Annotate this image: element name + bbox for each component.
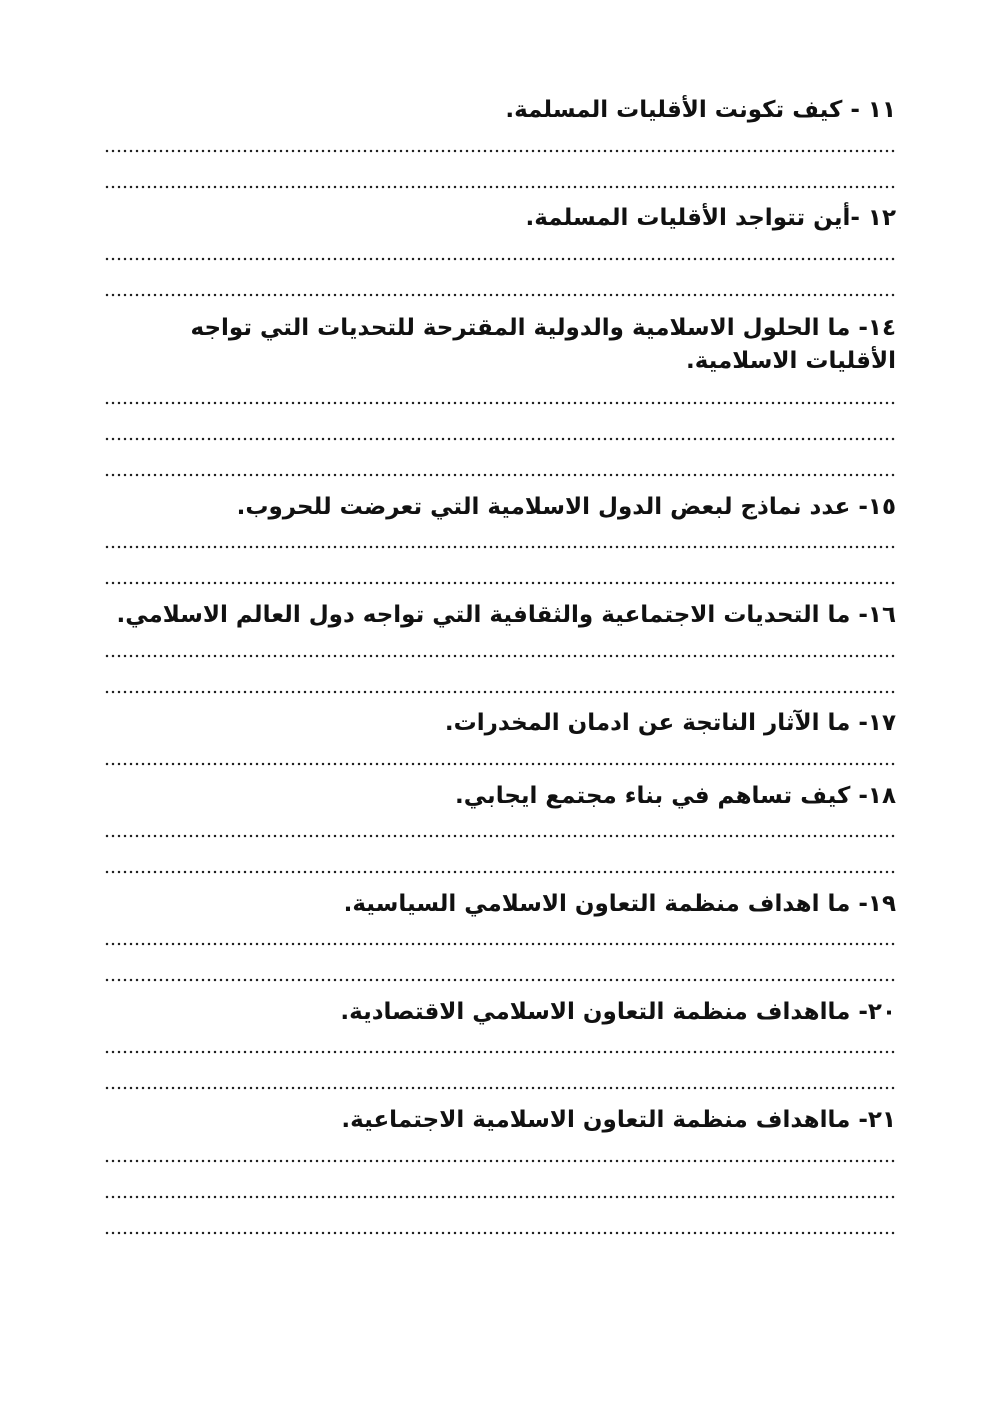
question-11: ١١ - كيف تكونت الأقليات المسلمة. [505,97,896,123]
answer-line[interactable] [104,687,896,697]
question-14: ١٤- ما الحلول الاسلامية والدولية المقترحة للتحديات التي تواجه الأقليات الاسلامية. [190,315,896,374]
answer-line[interactable] [104,759,896,769]
answer-line[interactable] [104,470,896,480]
question-12: ١٢ -أين تتواجد الأقليات المسلمة. [525,205,896,231]
question-16: ١٦- ما التحديات الاجتماعية والثقافية التي تواجه دول العالم الاسلامي. [116,602,896,628]
answer-line[interactable] [104,1156,896,1166]
question-17: ١٧- ما الآثار الناتجة عن ادمان المخدرات. [444,710,896,736]
answer-line[interactable] [104,398,896,408]
answer-line[interactable] [104,1083,896,1093]
question-20: ٢٠- مااهداف منظمة التعاون الاسلامي الاقتصادية. [340,999,896,1025]
answer-line[interactable] [104,578,896,588]
answer-line[interactable] [104,146,896,156]
question-21: ٢١- مااهداف منظمة التعاون الاسلامية الاجتماعية. [341,1107,896,1133]
answer-line[interactable] [104,867,896,877]
answer-line[interactable] [104,975,896,985]
answer-line[interactable] [104,831,896,841]
answer-line[interactable] [104,939,896,949]
answer-line[interactable] [104,434,896,444]
answer-line[interactable] [104,254,896,264]
answer-line[interactable] [104,1192,896,1202]
answer-line[interactable] [104,182,896,192]
answer-line[interactable] [104,542,896,552]
answer-line[interactable] [104,1228,896,1238]
answer-line[interactable] [104,651,896,661]
question-15: ١٥- عدد نماذج لبعض الدول الاسلامية التي تعرضت للحروب. [236,494,896,520]
answer-line[interactable] [104,290,896,300]
question-18: ١٨- كيف تساهم في بناء مجتمع ايجابي. [455,783,896,809]
answer-line[interactable] [104,1047,896,1057]
question-19: ١٩- ما اهداف منظمة التعاون الاسلامي السياسية. [343,891,896,917]
